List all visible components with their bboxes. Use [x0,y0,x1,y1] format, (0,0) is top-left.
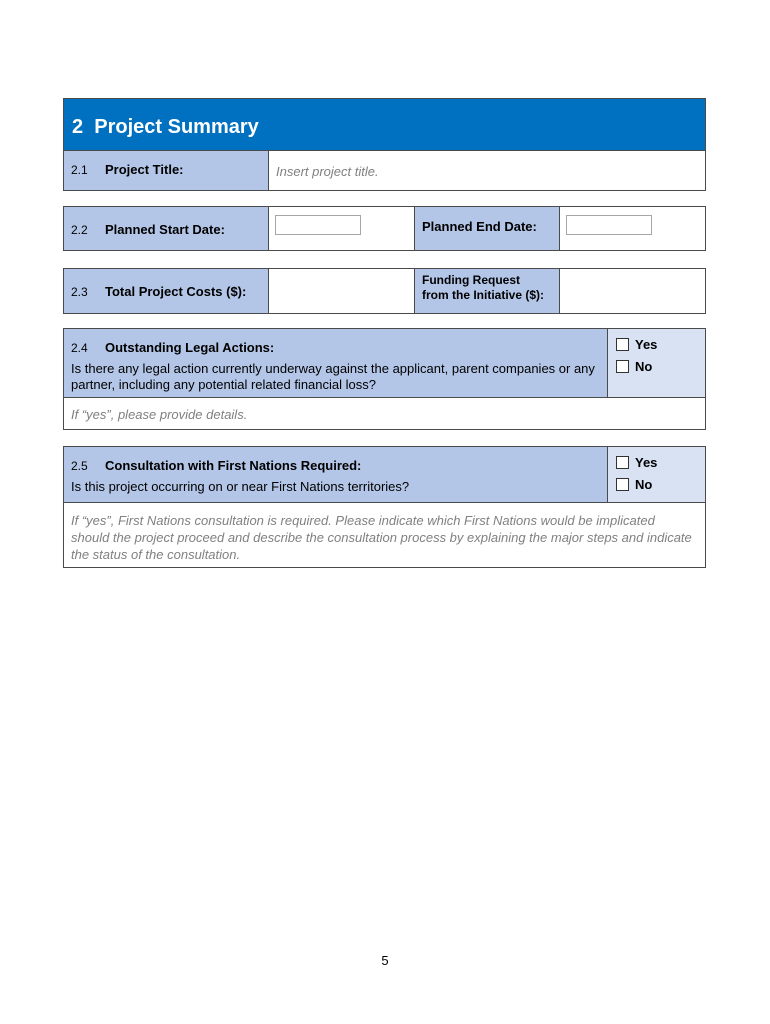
first-nations-table [63,446,706,568]
funding-request-label-line1: Funding Request [422,273,520,287]
item-number: 2.2 [71,223,88,237]
checkbox-icon[interactable] [616,360,629,373]
project-title-placeholder: Insert project title. [276,164,379,179]
section-title: Project Summary [94,116,259,138]
no-label: No [635,358,653,374]
first-nations-yes-option[interactable] [616,451,705,473]
item-number: 2.1 [71,163,88,177]
checkbox-icon[interactable] [616,338,629,351]
funding-request-field[interactable] [560,269,705,313]
legal-actions-question-cell [64,329,608,397]
total-costs-label-cell [64,269,269,313]
project-title-label: Project Title: [105,162,184,177]
start-date-label-cell [64,207,269,250]
first-nations-details-field[interactable] [64,503,705,567]
funding-request-label-cell [415,269,560,313]
legal-actions-question: Is there any legal action currently underway against the applicant, parent companies or any partner, including any potential related financial loss? [71,361,595,392]
item-number: 2.5 [71,459,88,473]
yes-label: Yes [635,336,658,352]
legal-actions-label: Outstanding Legal Actions: [105,340,275,355]
checkbox-icon[interactable] [616,456,629,469]
end-date-label: Planned End Date: [422,219,537,234]
start-date-label: Planned Start Date: [105,222,225,237]
first-nations-question-cell [64,447,608,502]
costs-table [63,268,706,314]
first-nations-details-hint: If “yes”, First Nations consultation is required. Please indicate which First Nations would be implicated should the project proceed and describe the consultation process by explaining the major steps and indicate the status of the consultation. [71,513,692,562]
total-costs-label: Total Project Costs ($): [105,284,247,299]
legal-details-field[interactable] [64,398,705,429]
legal-actions-table [63,328,706,430]
first-nations-options-cell [608,447,705,502]
first-nations-question: Is this project occurring on or near First Nations territories? [71,479,410,494]
dates-table [63,206,706,251]
legal-details-hint: If “yes”, please provide details. [71,407,248,422]
yes-label: Yes [635,454,658,470]
legal-no-option[interactable] [616,355,705,377]
end-date-label-cell [415,207,560,250]
first-nations-label: Consultation with First Nations Required: [105,458,362,473]
legal-actions-options-cell [608,329,705,397]
project-title-field[interactable] [269,151,705,190]
page-number: 5 [381,953,389,968]
section-number: 2 [72,116,84,138]
start-date-input[interactable] [275,215,361,235]
start-date-cell [269,207,415,250]
no-label: No [635,476,653,492]
item-number: 2.3 [71,285,88,299]
checkbox-icon[interactable] [616,478,629,491]
item-number: 2.4 [71,341,88,355]
project-summary-table [63,98,706,191]
first-nations-no-option[interactable] [616,473,705,495]
end-date-input[interactable] [566,215,652,235]
end-date-cell [560,207,705,250]
funding-request-label-line2: from the Initiative ($): [422,288,545,302]
legal-yes-option[interactable] [616,333,705,355]
total-costs-field[interactable] [269,269,415,313]
project-title-label-cell [64,151,269,190]
section-header [64,99,705,151]
